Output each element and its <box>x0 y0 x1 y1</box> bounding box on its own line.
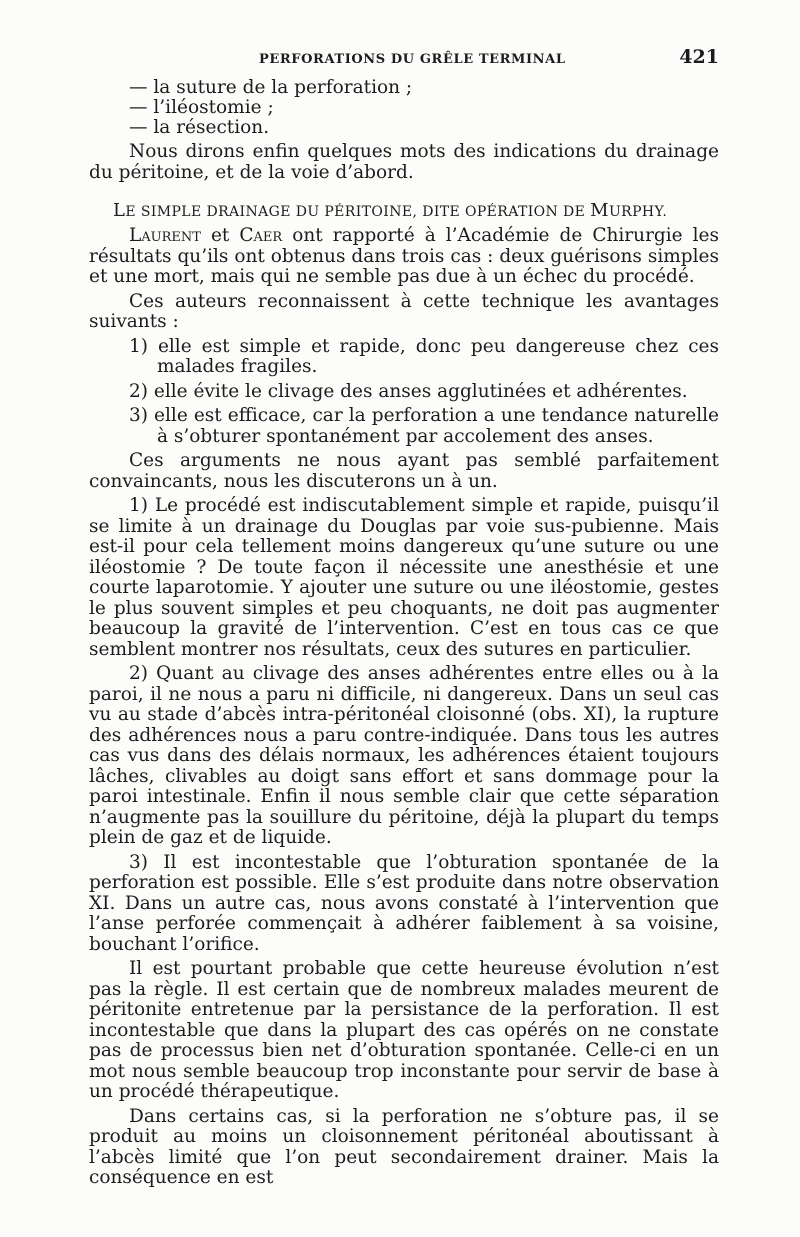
section-title-m: M <box>590 200 609 221</box>
paragraph-text: ont rapporté à l’Académie de Chirurgie les résultats qu’ils ont obtenus dans trois cas : deux guérisons simples et une mort, mais qui ne semble pas due à un échec du procédé. <box>89 225 719 287</box>
dash-item: — la suture de la perforation ; <box>129 77 413 98</box>
section-title-initial: L <box>113 200 126 221</box>
conjunction: et <box>200 225 240 246</box>
section-title-end: URPHY. <box>608 204 668 220</box>
intro-paragraph: Nous dirons enfin quelques mots des indications du drainage du péritoine, et de la voie d’abord. <box>89 141 719 183</box>
dash-item: — l’iléostomie ; <box>129 97 274 118</box>
advantage-item: 1) elle est simple et rapide, donc peu dangereuse chez ces malades fragiles. <box>129 335 719 377</box>
paragraph-cloisonnement: Dans certains cas, si la perforation ne s’obture pas, il se produit au moins un cloisonnement péritonéal aboutissant à l’abcès limité que l’on peut secondairement drainer. Mais la conséquence en est <box>89 1105 719 1188</box>
author-caer: Caer <box>239 225 283 246</box>
running-head: PERFORATIONS DU GRÊLE TERMINAL <box>259 52 566 67</box>
paragraph-point-3: 3) Il est incontestable que l’obturation spontanée de la perforation est possible. Elle s’est produite dans notre observation XI. Dans un autre cas, nous avons constaté à l’intervention que l’anse perforée commençait à adhérer faiblement à sa voisine, bouchant l’orifice. <box>89 851 719 955</box>
page-header <box>89 44 719 78</box>
page-number: 421 <box>679 46 719 68</box>
paragraph-point-1: 1) Le procédé est indiscutablement simple et rapide, puisqu’il se limite à un drainage du Douglas par voie sus-pubienne. Mais est-il pour cela tellement moins dangereux qu’une suture ou une iléostomie ? De toute façon il nécessite une anesthésie et une courte laparotomie. Y ajouter une suture ou une iléostomie, gestes le plus souvent simples et peu choquants, ne doit pas augmenter beaucoup la gravité de l’intervention. C’est en tous cas ce que semblent montrer nos résultats, ceux des sutures en particulier. <box>89 495 719 660</box>
dash-list <box>89 78 719 138</box>
section-title <box>113 201 719 222</box>
paragraph-arguments: Ces arguments ne nous ayant pas semblé parfaitement convaincants, nous les discuterons un à un. <box>89 450 719 492</box>
paragraph-laurent <box>89 226 719 288</box>
paragraph-advantages-intro: Ces auteurs reconnaissent à cette technique les avantages suivants : <box>89 290 719 332</box>
advantage-item: 3) elle est efficace, car la perforation a une tendance naturelle à s’obturer spontanément par accolement des anses. <box>129 405 719 447</box>
document-page <box>89 44 719 1189</box>
dash-item: — la résection. <box>129 117 270 138</box>
section-title-text: E SIMPLE DRAINAGE DU PÉRITOINE, DITE OPÉRATION DE <box>125 204 591 220</box>
author-laurent: Laurent <box>129 225 201 246</box>
advantage-item: 2) elle évite le clivage des anses agglutinées et adhérentes. <box>129 380 688 402</box>
paragraph-point-2: 2) Quant au clivage des anses adhérentes entre elles ou à la paroi, il ne nous a paru ni difficile, ni dangereux. Dans un seul cas vu au stade d’abcès intra-péritonéal cloisonné (obs. XI), la rupture des adhérences nous a paru contre-indiquée. Dans tous les autres cas vus dans des délais normaux, les adhérences étaient toujours lâches, clivables au doigt sans effort et sans dommage pour la paroi intestinale. Enfin il nous semble clair que cette séparation n’augmente pas la souillure du péritoine, déjà la plupart du temps plein de gaz et de liquide. <box>89 663 719 848</box>
paragraph-evolution: Il est pourtant probable que cette heureuse évolution n’est pas la règle. Il est certain que de nombreux malades meurent de péritonite entretenue par la persistance de la perforation. Il est incontestable que dans la plupart des cas opérés on ne constate pas de processus bien net d’obturation spontanée. Celle-ci en un mot nous semble beaucoup trop inconstante pour servir de base à un procédé thérapeutique. <box>89 958 719 1102</box>
